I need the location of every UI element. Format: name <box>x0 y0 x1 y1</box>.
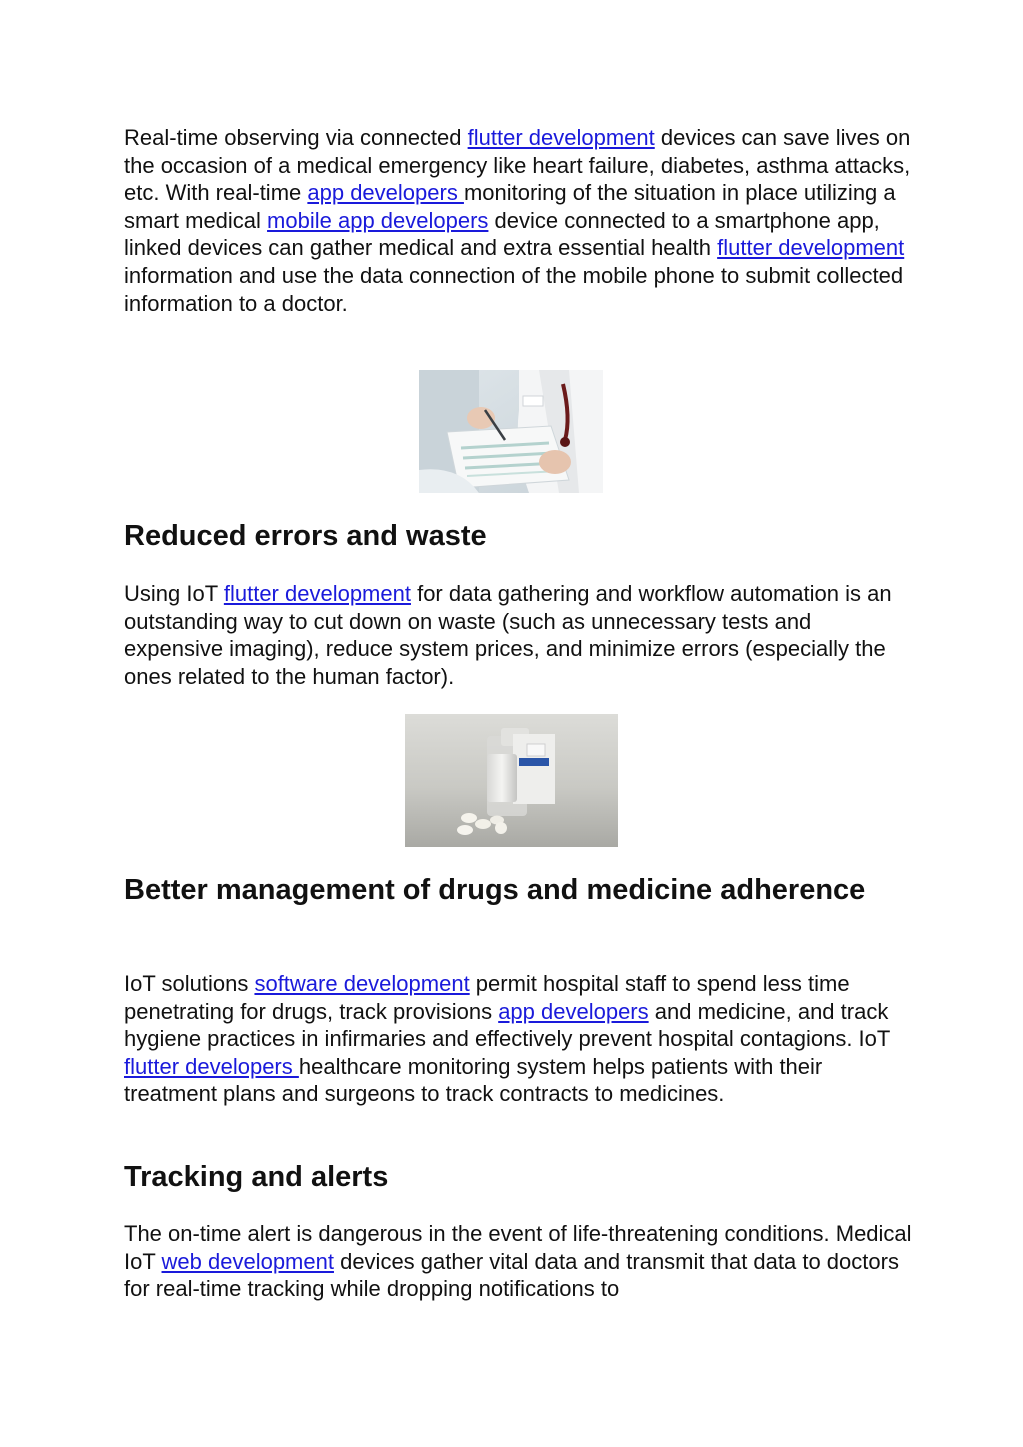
inline-link[interactable]: app developers <box>498 998 649 1024</box>
paragraph-text: devices can save lives on the occasion of a medical emergency like heart failure, diabetes, asthma attacks, etc. With real-time <box>124 125 911 206</box>
doctor-writing-image <box>419 370 603 493</box>
inline-link[interactable]: web development <box>161 1248 334 1274</box>
reduced-errors-paragraph <box>124 580 914 690</box>
paragraph-text: Real-time observing via connected <box>124 125 468 150</box>
paragraph-text: Using IoT <box>124 581 224 606</box>
inline-link[interactable]: app developers <box>307 180 464 206</box>
pills-bottle-image <box>405 714 618 847</box>
inline-link[interactable]: flutter development <box>223 581 411 606</box>
heading-drug-management: Better management of drugs and medicine adherence <box>124 874 866 906</box>
drug-management-paragraph <box>124 970 914 1108</box>
paragraph-text: information and use the data connection of the mobile phone to submit collected information to a doctor. <box>124 262 904 316</box>
inline-link[interactable]: flutter development <box>467 125 655 150</box>
paragraph-text: for data gathering and workflow automation is an outstanding way to cut down on waste (such as unnecessary tests and expensive imaging), reduce system prices, and minimize errors (especially the ones related to the human factor). <box>124 581 892 689</box>
tracking-paragraph <box>124 1220 914 1303</box>
paragraph-text: permit hospital staff to spend less time penetrating for drugs, track provisions <box>124 971 850 1024</box>
paragraph-text: IoT solutions <box>124 971 255 996</box>
inline-link[interactable]: flutter development <box>717 235 905 261</box>
heading-tracking-alerts: Tracking and alerts <box>124 1161 389 1193</box>
paragraph-text: devices gather vital data and transmit that data to doctors for real-time tracking while dropping notifications to <box>124 1248 899 1302</box>
inline-link[interactable]: software development <box>254 971 470 996</box>
paragraph-text: The on-time alert is dangerous in the event of life-threatening conditions. Medical IoT <box>124 1221 912 1274</box>
inline-link[interactable]: flutter developers <box>124 1053 299 1079</box>
paragraph-text: device connected to a smartphone app, linked devices can gather medical and extra essential health <box>124 207 880 261</box>
inline-link[interactable]: mobile app developers <box>267 207 489 233</box>
heading-reduced-errors: Reduced errors and waste <box>124 520 487 552</box>
paragraph-text: and medicine, and track hygiene practices in infirmaries and effectively prevent hospital contagions. IoT <box>124 998 890 1052</box>
intro-paragraph <box>124 124 914 317</box>
paragraph-text: healthcare monitoring system helps patients with their treatment plans and surgeons to track contracts to medicines. <box>124 1053 823 1107</box>
paragraph-text: monitoring of the situation in place utilizing a smart medical <box>124 180 896 233</box>
